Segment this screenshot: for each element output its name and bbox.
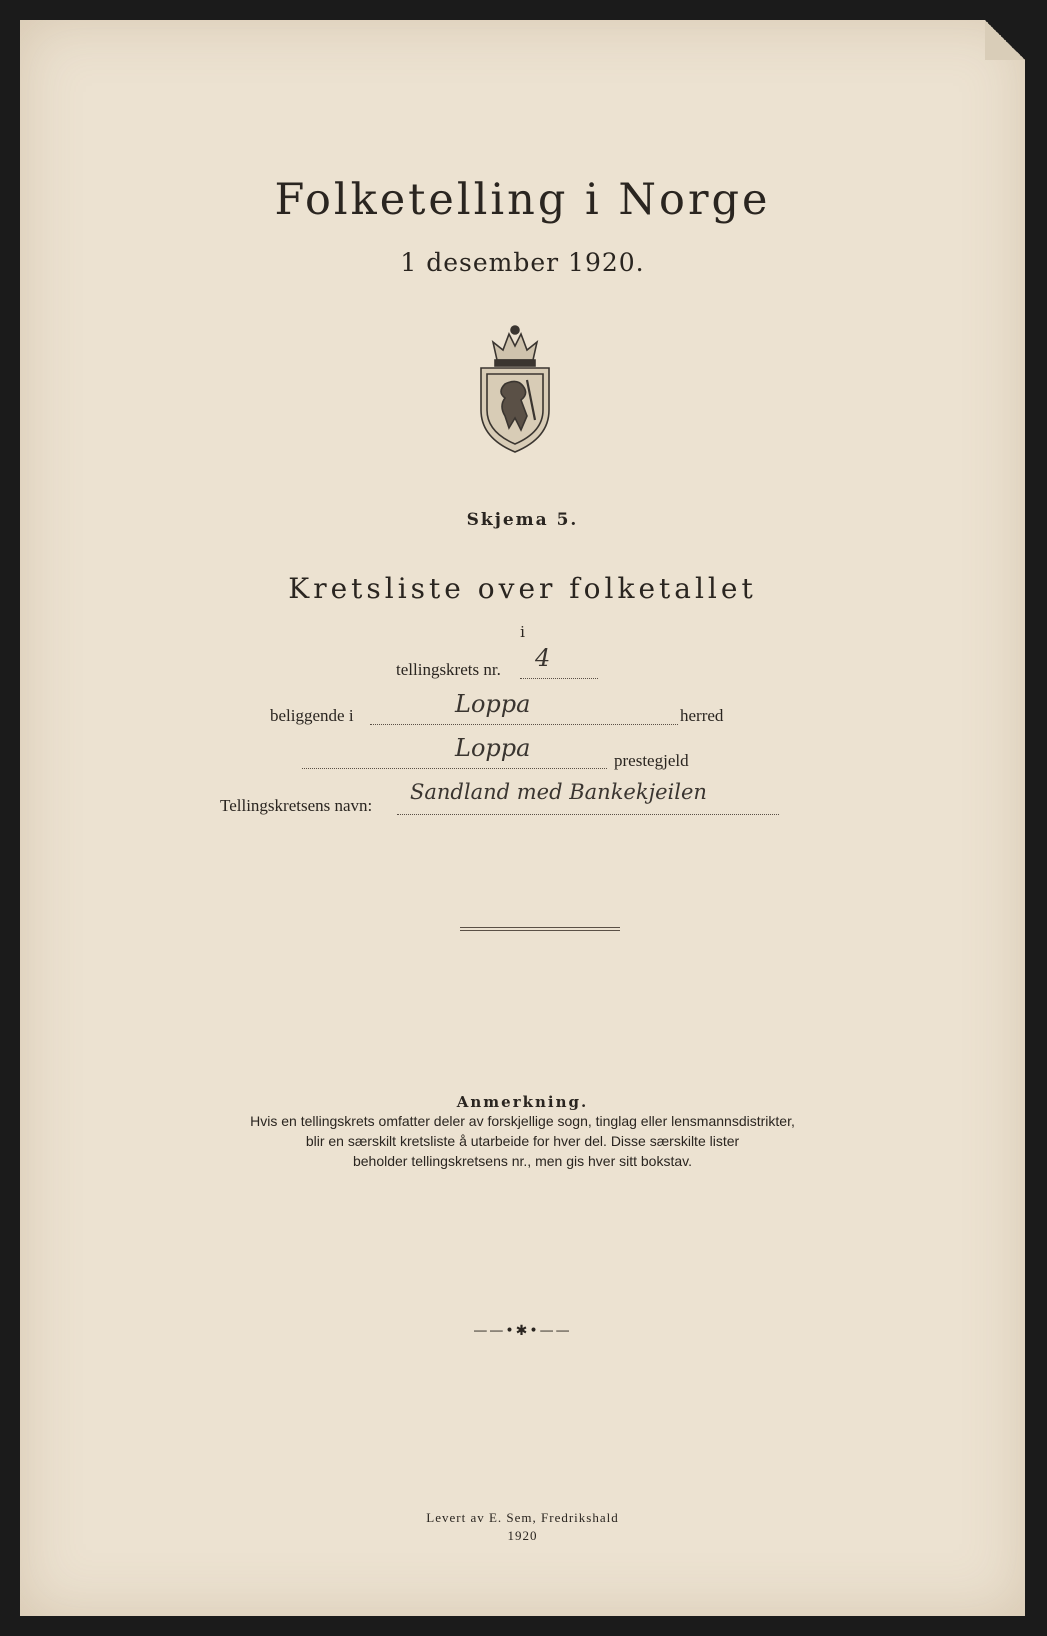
form-heading: Kretsliste over folketallet <box>288 572 757 605</box>
navn-value: Sandland med Bankekjeilen <box>410 780 707 804</box>
printer-line: Levert av E. Sem, Fredrikshald <box>426 1510 619 1525</box>
prestegjeld-line <box>302 768 607 769</box>
note-heading: Anmerkning. <box>456 1093 589 1111</box>
page-title: Folketelling i Norge <box>274 175 771 225</box>
note-line-1: Hvis en tellingskrets omfatter deler av forskjellige sogn, tinglag eller lensmannsdistrikter, <box>250 1113 795 1129</box>
census-date: 1 desember 1920. <box>400 248 645 277</box>
krets-value: 4 <box>535 644 551 672</box>
prestegjeld-label: prestegjeld <box>614 751 689 770</box>
navn-label: Tellingskretsens navn: <box>220 796 373 815</box>
divider-rule <box>460 927 620 931</box>
schema-number: Skjema 5. <box>466 510 579 530</box>
krets-line <box>520 678 598 679</box>
connector-word: i <box>520 623 525 641</box>
ornament-divider: ——•✱•—— <box>473 1323 572 1339</box>
krets-label: tellingskrets nr. <box>396 660 501 679</box>
note-line-3: beholder tellingskretsens nr., men gis hver sitt bokstav. <box>352 1153 692 1169</box>
coat-of-arms-icon <box>475 320 555 455</box>
beliggende-label: beliggende i <box>270 706 354 725</box>
document-page <box>20 20 1025 1616</box>
printer-year: 1920 <box>507 1528 538 1543</box>
prestegjeld-value: Loppa <box>455 734 531 762</box>
herred-value: Loppa <box>455 690 531 718</box>
navn-line <box>397 814 779 815</box>
herred-line <box>370 724 678 725</box>
note-line-2: blir en særskilt kretsliste å utarbeide for hver del. Disse særskilte lister <box>305 1133 740 1149</box>
herred-label: herred <box>680 706 724 725</box>
